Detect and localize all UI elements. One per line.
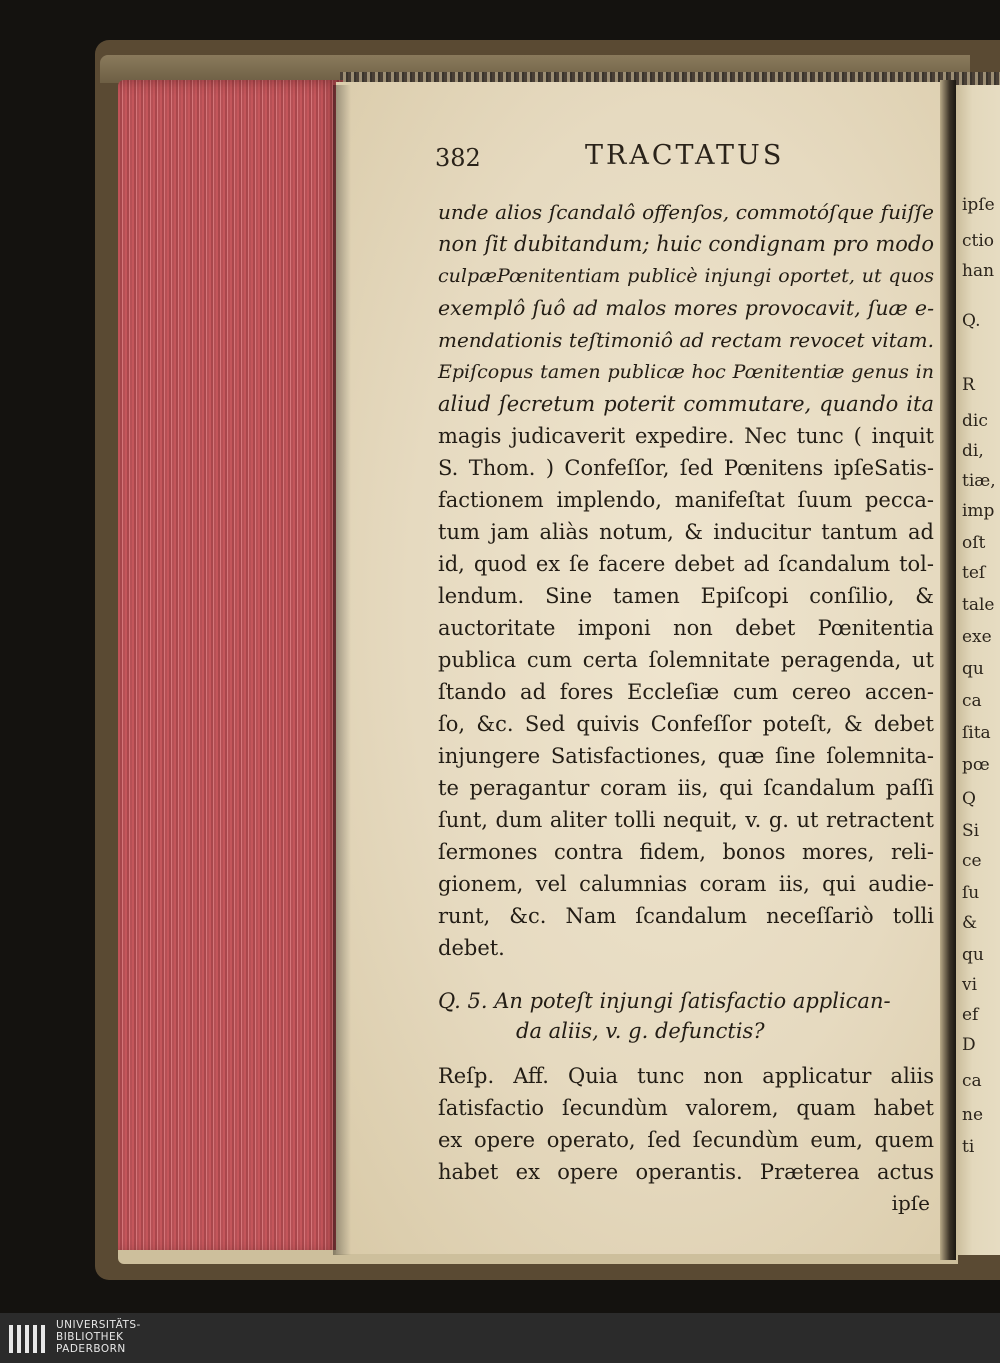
library-logo-icon (7, 1321, 47, 1357)
response-line: Reſp. Aff. Quia tunc non applicatur aliis (438, 1064, 934, 1088)
next-page-fragment: Q (962, 789, 976, 809)
question-heading-line-2: da aliis, v. g. defunctis? (516, 1019, 765, 1043)
text-line: unde alios ſcandalô offenſos, commotóſque fuiſſe (438, 200, 934, 224)
next-page-fragment: imp (962, 501, 995, 521)
page-header (430, 140, 920, 180)
text-line: lendum. Sine tamen Epiſcopi conſilio, & (438, 584, 934, 608)
text-line: ſtando ad fores Eccleſiæ cum cereo accen- (438, 680, 934, 704)
library-name-line-2: BIBLIOTHEK (56, 1331, 124, 1343)
next-page-fragment: Si (962, 821, 980, 841)
next-page-fragment: oſt (962, 533, 986, 553)
text-line: gionem, vel calumnias coram iis, qui audie- (438, 872, 934, 896)
next-page-fragment: pœ (962, 755, 990, 775)
text-line: ſo, &c. Sed quivis Confeſſor poteſt, & debet (438, 712, 934, 736)
right-page-fragment (954, 85, 1000, 1255)
text-line: id, quod ex ſe facere debet ad ſcandalum tol- (438, 552, 934, 576)
next-page-fragment: ca (962, 1071, 982, 1091)
text-line: injungere Satisfactiones, quæ ſine ſolemnita- (438, 744, 934, 768)
text-line: ſermones contra fidem, bonos mores, reli- (438, 840, 934, 864)
next-page-fragment: di, (962, 441, 984, 461)
next-page-fragment: R (962, 375, 975, 395)
catchword: ipſe (891, 1191, 930, 1215)
text-line: S. Thom. ) Confeſſor, ſed Pœnitens ipſeSatis- (438, 456, 934, 480)
text-line: runt, &c. Nam ſcandalum neceſſariò tolli (438, 904, 934, 928)
next-page-fragment: Q. (962, 311, 981, 331)
next-page-fragment: han (962, 261, 995, 281)
text-line: debet. (438, 936, 505, 960)
running-title: TRACTATUS (585, 140, 785, 171)
next-page-fragment: qu (962, 659, 984, 679)
next-page-fragment: tiæ, (962, 471, 996, 491)
next-page-fragment: D (962, 1035, 976, 1055)
page-number: 382 (435, 144, 481, 172)
text-line: exemplô ſuô ad malos mores provocavit, ſuæ e- (438, 296, 934, 320)
page-body (438, 196, 934, 1218)
text-line: tum jam aliàs notum, & inducitur tantum ad (438, 520, 934, 544)
response-line: ſatisfactio ſecundùm valorem, quam habet (438, 1096, 934, 1120)
question-heading-line-1: Q. 5. An poteſt injungi ſatisfactio applican- (438, 989, 891, 1013)
text-line: magis judicaverit expedire. Nec tunc ( inquit (438, 424, 934, 448)
text-line: ſunt, dum aliter tolli nequit, v. g. ut retractent (438, 808, 934, 832)
body-lines (438, 196, 934, 964)
next-page-fragment: ti (962, 1137, 975, 1157)
response-line: habet ex opere operantis. Præterea actus (438, 1160, 934, 1184)
text-line: non ſit dubitandum; huic condignam pro modo (438, 232, 935, 256)
next-page-fragment: & (962, 913, 978, 933)
response-line: ex opere operato, ſed ſecundùm eum, quem (438, 1128, 934, 1152)
next-page-fragment: ipſe (962, 195, 995, 215)
next-page-fragment: ſu (962, 883, 980, 903)
next-page-fragment: exe (962, 627, 992, 647)
text-line: auctoritate imponi non debet Pœnitentia (438, 616, 934, 640)
next-page-fragment: vi (962, 975, 978, 995)
page-edge-shadow (333, 85, 351, 1255)
text-line: publica cum certa ſolemnitate peragenda, ut (438, 648, 934, 672)
next-page-fragment: ſita (962, 723, 991, 743)
text-line: Epiſcopus tamen publicæ hoc Pœnitentiæ genus in (438, 361, 934, 383)
text-line: culpæPœnitentiam publicè injungi oportet, ut quos (438, 265, 934, 287)
next-page-fragment: ne (962, 1105, 984, 1125)
response-lines (438, 1060, 934, 1188)
next-page-fragment: teſ (962, 563, 986, 583)
next-page-fragment: qu (962, 945, 984, 965)
text-line: mendationis teſtimoniô ad rectam revocet vitam. (438, 328, 934, 352)
library-name-line-3: PADERBORN (56, 1343, 126, 1355)
library-name (56, 1319, 141, 1355)
next-page-fragment: ca (962, 691, 982, 711)
next-page-fragment: ctio (962, 231, 995, 251)
red-fore-edge (118, 80, 343, 1255)
library-footer (0, 1313, 1000, 1363)
text-line: aliud ſecretum poterit commutare, quando ita (438, 392, 934, 416)
book-gutter (940, 80, 956, 1260)
next-page-fragment: dic (962, 411, 988, 431)
next-page-fragment: ef (962, 1005, 979, 1025)
next-page-fragment: tale (962, 595, 995, 615)
library-name-line-1: UNIVERSITÄTS- (56, 1319, 141, 1331)
text-line: te peragantur coram iis, qui ſcandalum paſſi (438, 776, 934, 800)
next-page-fragment: ce (962, 851, 982, 871)
text-line: factionem implendo, manifeſtat ſuum pecca- (438, 488, 934, 512)
